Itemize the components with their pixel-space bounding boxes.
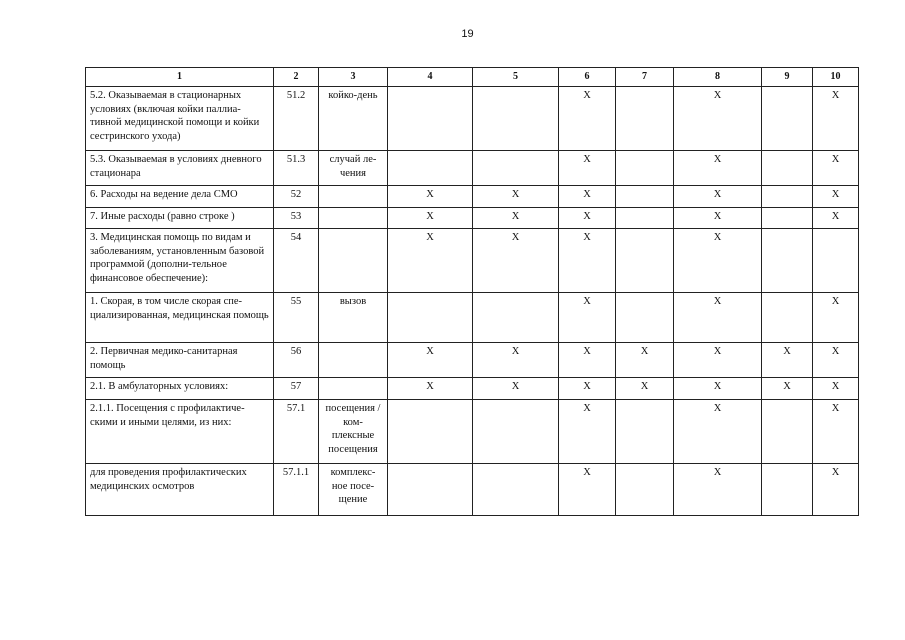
row-unit: случай ле-чения xyxy=(319,151,388,186)
row-code: 51.3 xyxy=(274,151,319,186)
table-cell: X xyxy=(813,464,859,516)
table-cell: X xyxy=(473,208,559,229)
row-code: 51.2 xyxy=(274,87,319,151)
table-cell xyxy=(762,87,813,151)
table-cell: X xyxy=(559,87,616,151)
row-label: 2.1. В амбулаторных условиях: xyxy=(86,378,274,400)
column-header: 5 xyxy=(473,68,559,87)
table-row xyxy=(86,343,859,378)
table-cell: X xyxy=(813,87,859,151)
table-row xyxy=(86,186,859,208)
table-cell xyxy=(762,293,813,343)
table-cell xyxy=(616,186,674,208)
table-cell: X xyxy=(674,293,762,343)
table-cell: X xyxy=(559,293,616,343)
table-cell: X xyxy=(762,343,813,378)
table-cell xyxy=(388,464,473,516)
table-cell: X xyxy=(473,343,559,378)
table-cell: X xyxy=(674,208,762,229)
financial-table xyxy=(85,67,859,516)
table-cell: X xyxy=(674,400,762,464)
row-unit xyxy=(319,229,388,293)
table-cell: X xyxy=(559,400,616,464)
table-cell xyxy=(473,400,559,464)
table-cell: X xyxy=(388,229,473,293)
table-row xyxy=(86,87,859,151)
table-cell: X xyxy=(559,151,616,186)
table-cell: X xyxy=(388,208,473,229)
table-row xyxy=(86,151,859,186)
page-number: 19 xyxy=(461,28,474,40)
table-cell: X xyxy=(559,464,616,516)
table-cell: X xyxy=(813,343,859,378)
table-cell xyxy=(762,400,813,464)
row-code: 57.1.1 xyxy=(274,464,319,516)
table-cell: X xyxy=(813,151,859,186)
table-cell xyxy=(616,229,674,293)
table-cell: X xyxy=(813,400,859,464)
row-unit xyxy=(319,186,388,208)
row-unit xyxy=(319,378,388,400)
column-header: 2 xyxy=(274,68,319,87)
table-cell: X xyxy=(674,186,762,208)
column-header: 1 xyxy=(86,68,274,87)
table-header-row xyxy=(86,68,859,87)
table-cell xyxy=(616,87,674,151)
table-row xyxy=(86,229,859,293)
table-cell xyxy=(388,293,473,343)
table-cell xyxy=(616,464,674,516)
row-code: 55 xyxy=(274,293,319,343)
table-cell xyxy=(473,87,559,151)
table-row xyxy=(86,378,859,400)
row-code: 56 xyxy=(274,343,319,378)
table-cell: X xyxy=(616,343,674,378)
table-cell: X xyxy=(559,229,616,293)
row-unit xyxy=(319,208,388,229)
row-code: 57 xyxy=(274,378,319,400)
table-cell: X xyxy=(813,378,859,400)
row-label: 2. Первичная медико-санитарная помощь xyxy=(86,343,274,378)
table-cell: X xyxy=(559,186,616,208)
table-row xyxy=(86,293,859,343)
table-cell: X xyxy=(674,87,762,151)
row-label: 5.2. Оказываемая в стационарных условиях (включая койки паллиа-тивной медицинской помощи и койки сестринского ухода) xyxy=(86,87,274,151)
table-row xyxy=(86,400,859,464)
row-code: 54 xyxy=(274,229,319,293)
table-cell: X xyxy=(674,229,762,293)
column-header: 3 xyxy=(319,68,388,87)
table-cell xyxy=(616,208,674,229)
table-cell xyxy=(616,293,674,343)
row-unit: комплекс-ное посе-щение xyxy=(319,464,388,516)
table-cell: X xyxy=(559,208,616,229)
row-label: 3. Медицинская помощь по видам и заболеваниям, установленным базовой программой (дополни-тельное финансовое обеспечение): xyxy=(86,229,274,293)
column-header: 6 xyxy=(559,68,616,87)
table-cell xyxy=(388,151,473,186)
row-unit xyxy=(319,343,388,378)
table-cell: X xyxy=(388,186,473,208)
table-cell xyxy=(616,151,674,186)
row-label: 7. Иные расходы (равно строке ) xyxy=(86,208,274,229)
table-cell xyxy=(388,87,473,151)
table-cell: X xyxy=(616,378,674,400)
table-row xyxy=(86,464,859,516)
row-unit: койко-день xyxy=(319,87,388,151)
table-cell: X xyxy=(388,378,473,400)
row-unit: вызов xyxy=(319,293,388,343)
table-cell: X xyxy=(674,378,762,400)
table-cell: X xyxy=(813,186,859,208)
row-code: 53 xyxy=(274,208,319,229)
table-cell: X xyxy=(559,343,616,378)
row-code: 57.1 xyxy=(274,400,319,464)
row-label: 2.1.1. Посещения с профилактиче-скими и иными целями, из них: xyxy=(86,400,274,464)
table-cell: X xyxy=(674,343,762,378)
table-cell: X xyxy=(559,378,616,400)
table-cell: X xyxy=(473,378,559,400)
row-label: 5.3. Оказываемая в условиях дневного стационара xyxy=(86,151,274,186)
table-cell: X xyxy=(388,343,473,378)
table-cell xyxy=(473,293,559,343)
table-cell xyxy=(813,229,859,293)
column-header: 8 xyxy=(674,68,762,87)
table-cell xyxy=(762,208,813,229)
table-cell: X xyxy=(813,293,859,343)
column-header: 10 xyxy=(813,68,859,87)
table-cell: X xyxy=(762,378,813,400)
table-cell: X xyxy=(674,464,762,516)
column-header: 9 xyxy=(762,68,813,87)
row-code: 52 xyxy=(274,186,319,208)
table-row xyxy=(86,208,859,229)
table-cell xyxy=(388,400,473,464)
column-header: 7 xyxy=(616,68,674,87)
row-label: для проведения профилактических медицинских осмотров xyxy=(86,464,274,516)
table-cell xyxy=(762,229,813,293)
row-unit: посещения / ком-плексные посещения xyxy=(319,400,388,464)
row-label: 1. Скорая, в том числе скорая спе-циализированная, медицинская помощь xyxy=(86,293,274,343)
table-cell xyxy=(616,400,674,464)
table-cell: X xyxy=(473,186,559,208)
table-cell: X xyxy=(813,208,859,229)
table-cell xyxy=(762,464,813,516)
table-cell: X xyxy=(473,229,559,293)
column-header: 4 xyxy=(388,68,473,87)
table-cell xyxy=(473,464,559,516)
table-cell xyxy=(762,186,813,208)
table-cell: X xyxy=(674,151,762,186)
table-cell xyxy=(762,151,813,186)
row-label: 6. Расходы на ведение дела СМО xyxy=(86,186,274,208)
table-cell xyxy=(473,151,559,186)
